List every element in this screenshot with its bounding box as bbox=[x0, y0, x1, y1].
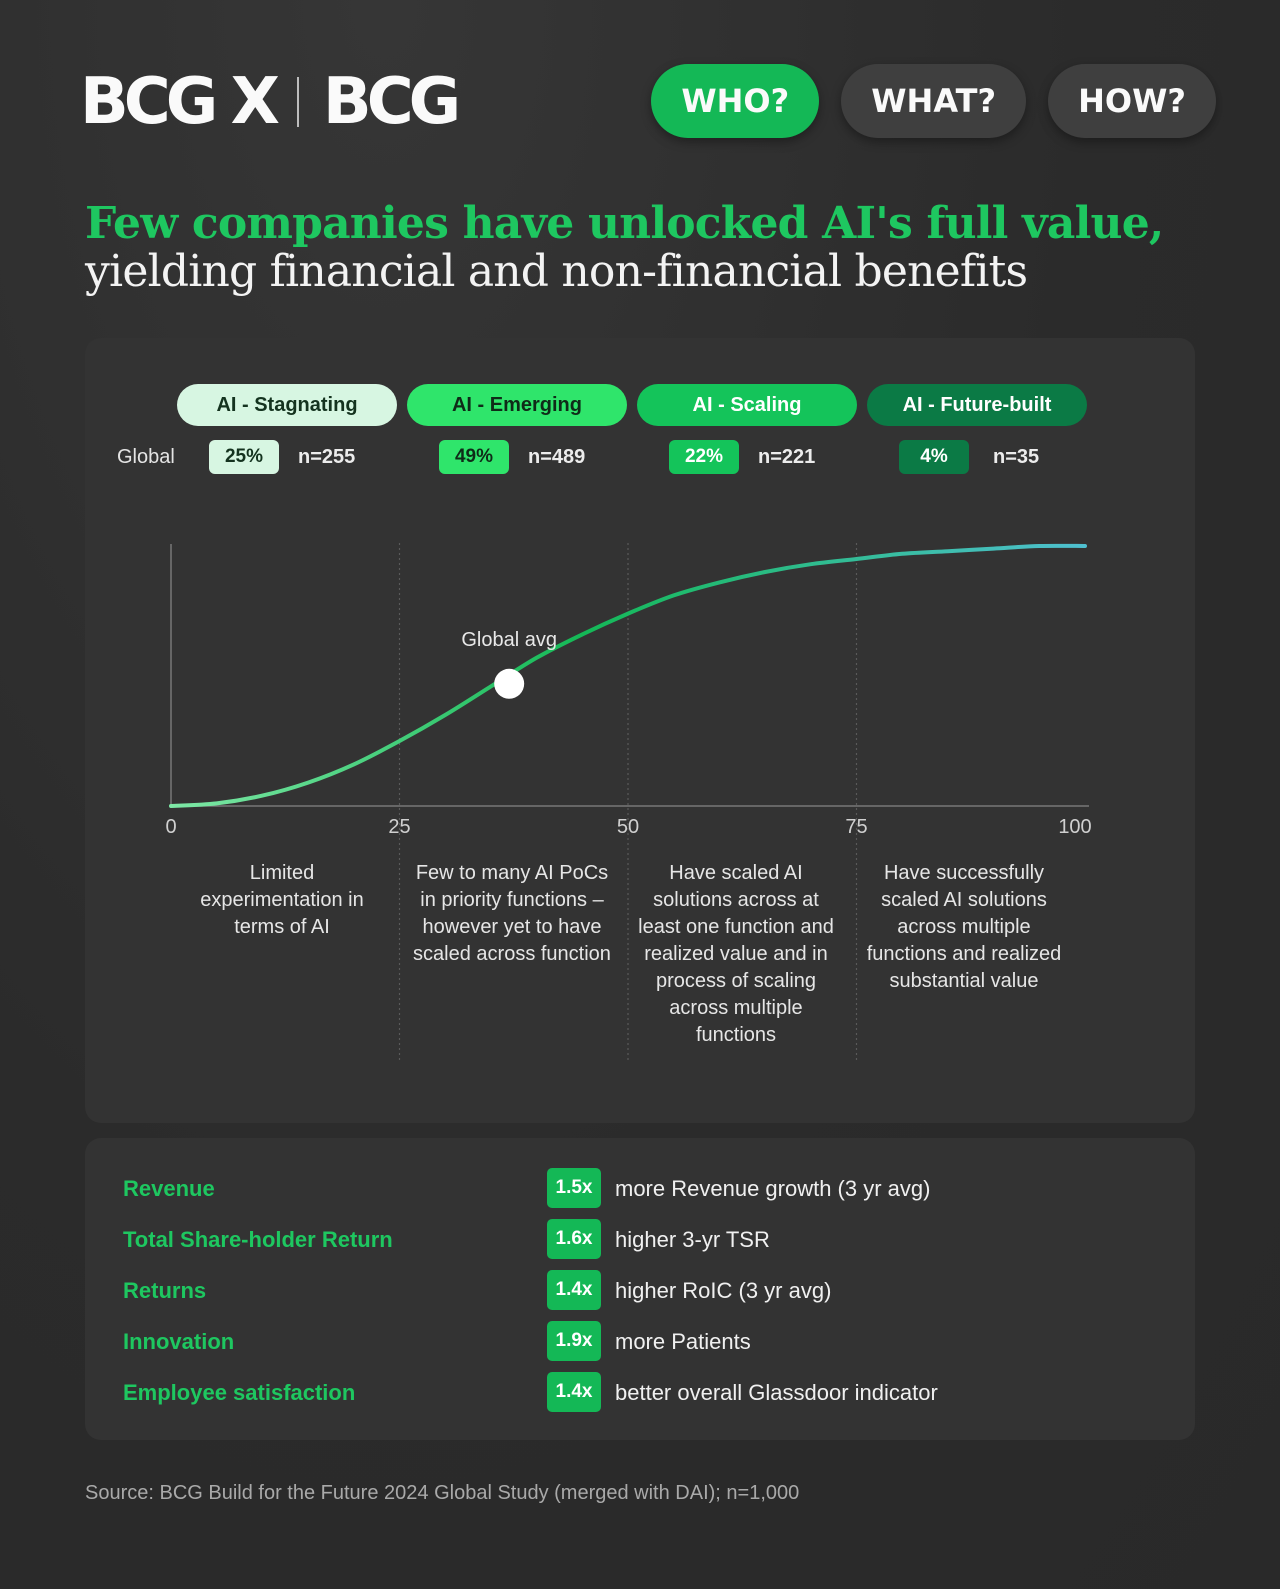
metric-multiplier-badge: 1.9x bbox=[547, 1321, 601, 1361]
source-note: Source: BCG Build for the Future 2024 Global Study (merged with DAI); n=1,000 bbox=[85, 1482, 800, 1504]
stage-pill-emerging: AI - Emerging bbox=[407, 384, 627, 426]
stage-share-badge: 49% bbox=[439, 440, 509, 474]
maturity-chart-panel bbox=[85, 338, 1195, 1123]
bcg-logo: BCG bbox=[322, 65, 457, 139]
stage-share-badge: 22% bbox=[669, 440, 739, 474]
bcgx-logo: BCG X bbox=[80, 65, 275, 139]
x-tick-label: 100 bbox=[1058, 816, 1092, 838]
metric-name: Innovation bbox=[123, 1329, 235, 1354]
global-row-label: Global bbox=[117, 446, 175, 468]
metric-multiplier-badge: 1.4x bbox=[547, 1372, 601, 1412]
stage-pill-stagnating: AI - Stagnating bbox=[177, 384, 397, 426]
global-avg-marker bbox=[494, 669, 524, 699]
stage-share-badge: 4% bbox=[899, 440, 969, 474]
title-line-1: Few companies have unlocked AI's full value, bbox=[85, 198, 1164, 249]
metric-description: more Revenue growth (3 yr avg) bbox=[615, 1176, 931, 1201]
metric-row bbox=[85, 1219, 1195, 1261]
metric-row bbox=[85, 1321, 1195, 1363]
section-nav bbox=[651, 64, 1216, 138]
logo-group bbox=[80, 62, 456, 142]
x-tick-label: 25 bbox=[388, 816, 411, 838]
stage-sample-size: n=35 bbox=[993, 446, 1040, 468]
stage-description-emerging: Few to many AI PoCs in priority functions – however yet to have scaled across function bbox=[413, 862, 611, 965]
metric-name: Revenue bbox=[123, 1176, 215, 1201]
title-line-2: yielding financial and non-financial benefits bbox=[85, 246, 1028, 298]
nav-who-button[interactable]: WHO? bbox=[651, 64, 819, 138]
nav-what-button[interactable]: WHAT? bbox=[841, 64, 1026, 138]
metric-row bbox=[85, 1168, 1195, 1210]
metric-multiplier-badge: 1.4x bbox=[547, 1270, 601, 1310]
stage-sample-size: n=489 bbox=[528, 446, 586, 468]
metric-name: Total Share-holder Return bbox=[123, 1227, 393, 1252]
x-tick-label: 50 bbox=[616, 816, 640, 838]
stage-description-scaling: Have scaled AI solutions across at least one function and realized value and in process of scaling across multiple functions bbox=[638, 862, 834, 1046]
metric-description: more Patients bbox=[615, 1329, 751, 1354]
benefits-panel bbox=[85, 1138, 1195, 1440]
metric-multiplier-badge: 1.6x bbox=[547, 1219, 601, 1259]
metric-row bbox=[85, 1270, 1195, 1312]
stage-pill-future-built: AI - Future-built bbox=[867, 384, 1087, 426]
metric-description: higher RoIC (3 yr avg) bbox=[615, 1278, 832, 1303]
stage-description-future-built: Have successfully scaled AI solutions across multiple functions and realized substantial value bbox=[866, 862, 1062, 992]
global-avg-label: Global avg bbox=[461, 628, 557, 651]
x-tick-label: 75 bbox=[845, 816, 868, 838]
logo-divider bbox=[297, 77, 299, 127]
stage-share-badge: 25% bbox=[209, 440, 279, 474]
metric-description: higher 3-yr TSR bbox=[615, 1227, 770, 1252]
stage-description-stagnating: Limited experimentation in terms of AI bbox=[200, 862, 364, 938]
stage-sample-size: n=221 bbox=[758, 446, 816, 468]
metric-name: Returns bbox=[123, 1278, 207, 1303]
page-title bbox=[85, 200, 1163, 297]
metric-multiplier-badge: 1.5x bbox=[547, 1168, 601, 1208]
x-tick-label: 0 bbox=[165, 816, 177, 838]
stage-pill-scaling: AI - Scaling bbox=[637, 384, 857, 426]
nav-how-button[interactable]: HOW? bbox=[1048, 64, 1216, 138]
metric-row bbox=[85, 1372, 1195, 1414]
metric-description: better overall Glassdoor indicator bbox=[615, 1380, 938, 1405]
stage-sample-size: n=255 bbox=[298, 446, 356, 468]
metric-name: Employee satisfaction bbox=[123, 1380, 356, 1405]
